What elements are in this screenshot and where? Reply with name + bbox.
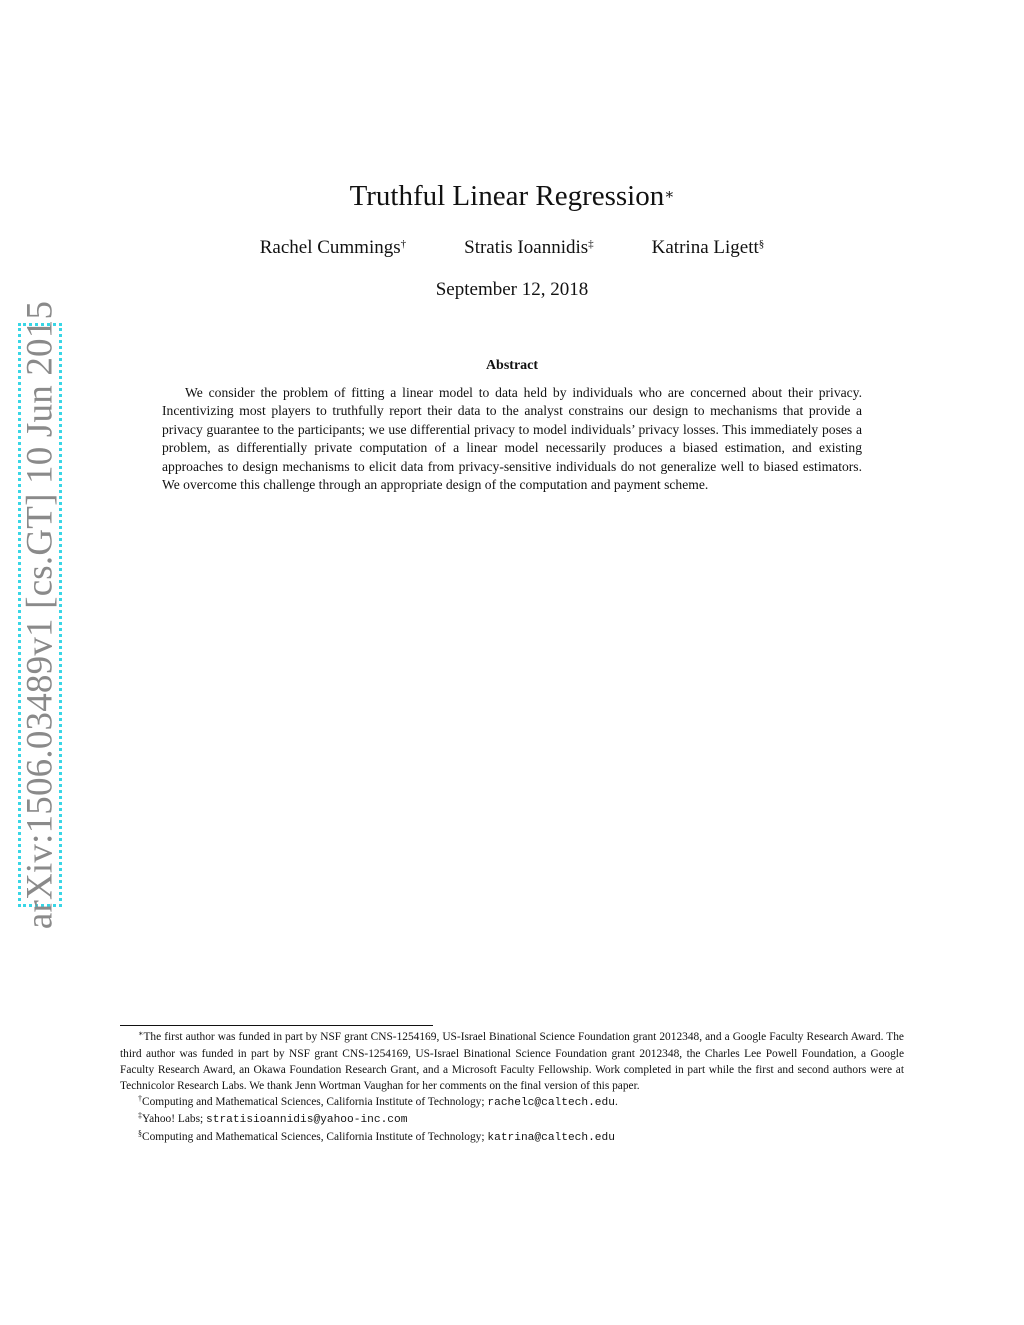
paper-date: September 12, 2018 [435, 279, 589, 300]
author-1-name: Rachel Cummings [259, 237, 401, 258]
author-1-mark: † [400, 238, 407, 250]
abstract-body: We consider the problem of fitting a linear model to data held by individuals who are concerned about their privacy. Incentivizing most players to truthfully report their data to the analyst constrains our design to mechanisms that provide a privacy guarantee to the participants; we use differential privacy to model individuals’ privacy losses. This immediately poses a problem, as differentially private computation of a linear model necessarily produces a biased estimation, and existing approaches to design mechanisms to elicit data from privacy-sensitive individuals do not generalize well to biased estimators. We overcome this challenge through an appropriate design of the computation and payment scheme. [162, 385, 862, 493]
footnote-funding-text: The first author was funded in part by NSF grant CNS-1254169, US-Israel Binational Science Foundation grant 2012348, and a Google Faculty Research Award. The third author was funded in part by NSF grant CNS-1254169, US-Israel Binational Science Foundation grant 2012348, the Charles Lee Powell Foundation, a Google Faculty Research Award, an Okawa Foundation Research Grant, and a Microsoft Faculty Fellowship. Work completed in part while the first and second authors were at Technicolor Research Labs. We thank Jenn Wortman Vaughan for her comments on the final version of this paper. [120, 1031, 904, 1093]
footnote-author-3-mark: § [138, 1128, 142, 1138]
footnote-author-3 [120, 1129, 904, 1146]
footnote-author-2-email[interactable]: stratisioannidis@yahoo-inc.com [206, 1114, 408, 1127]
footnote-author-3-email[interactable]: katrina@caltech.edu [487, 1131, 615, 1144]
footnote-author-2 [120, 1111, 904, 1128]
author-2-name: Stratis Ioannidis [464, 237, 589, 258]
footnote-author-2-mark: ‡ [138, 1111, 142, 1121]
author-3-name: Katrina Ligett [651, 237, 759, 258]
arxiv-side-stamp [18, 300, 62, 930]
author-3 [652, 234, 765, 264]
abstract-heading: Abstract [485, 358, 539, 373]
author-2 [464, 234, 594, 264]
author-2-mark: ‡ [588, 238, 594, 250]
footnote-author-1-affiliation: Computing and Mathematical Sciences, California Institute of Technology; [142, 1096, 488, 1109]
footnote-author-1-email[interactable]: rachelc@caltech.edu [487, 1097, 615, 1110]
arxiv-identifier: arXiv:1506.03489v1 [cs.GT] 10 Jun 2015 [19, 300, 61, 930]
title-footnote-mark: ∗ [664, 187, 675, 203]
footnotes [120, 1029, 904, 1146]
footnote-funding [120, 1029, 904, 1094]
footnote-divider [120, 1025, 433, 1026]
author-list [0, 234, 1024, 264]
footnote-author-1-suffix: . [614, 1096, 618, 1109]
author-1 [260, 234, 406, 264]
footnote-author-2-affiliation: Yahoo! Labs; [142, 1113, 207, 1126]
footnote-author-3-affiliation: Computing and Mathematical Sciences, California Institute of Technology; [142, 1130, 488, 1143]
footnote-funding-mark: ∗ [138, 1029, 144, 1038]
paper-title-text: Truthful Linear Regression [349, 180, 665, 212]
footnote-author-1 [120, 1094, 904, 1111]
paper-title [0, 178, 1024, 219]
author-3-mark: § [758, 238, 765, 250]
footnote-author-1-mark: † [138, 1094, 142, 1104]
